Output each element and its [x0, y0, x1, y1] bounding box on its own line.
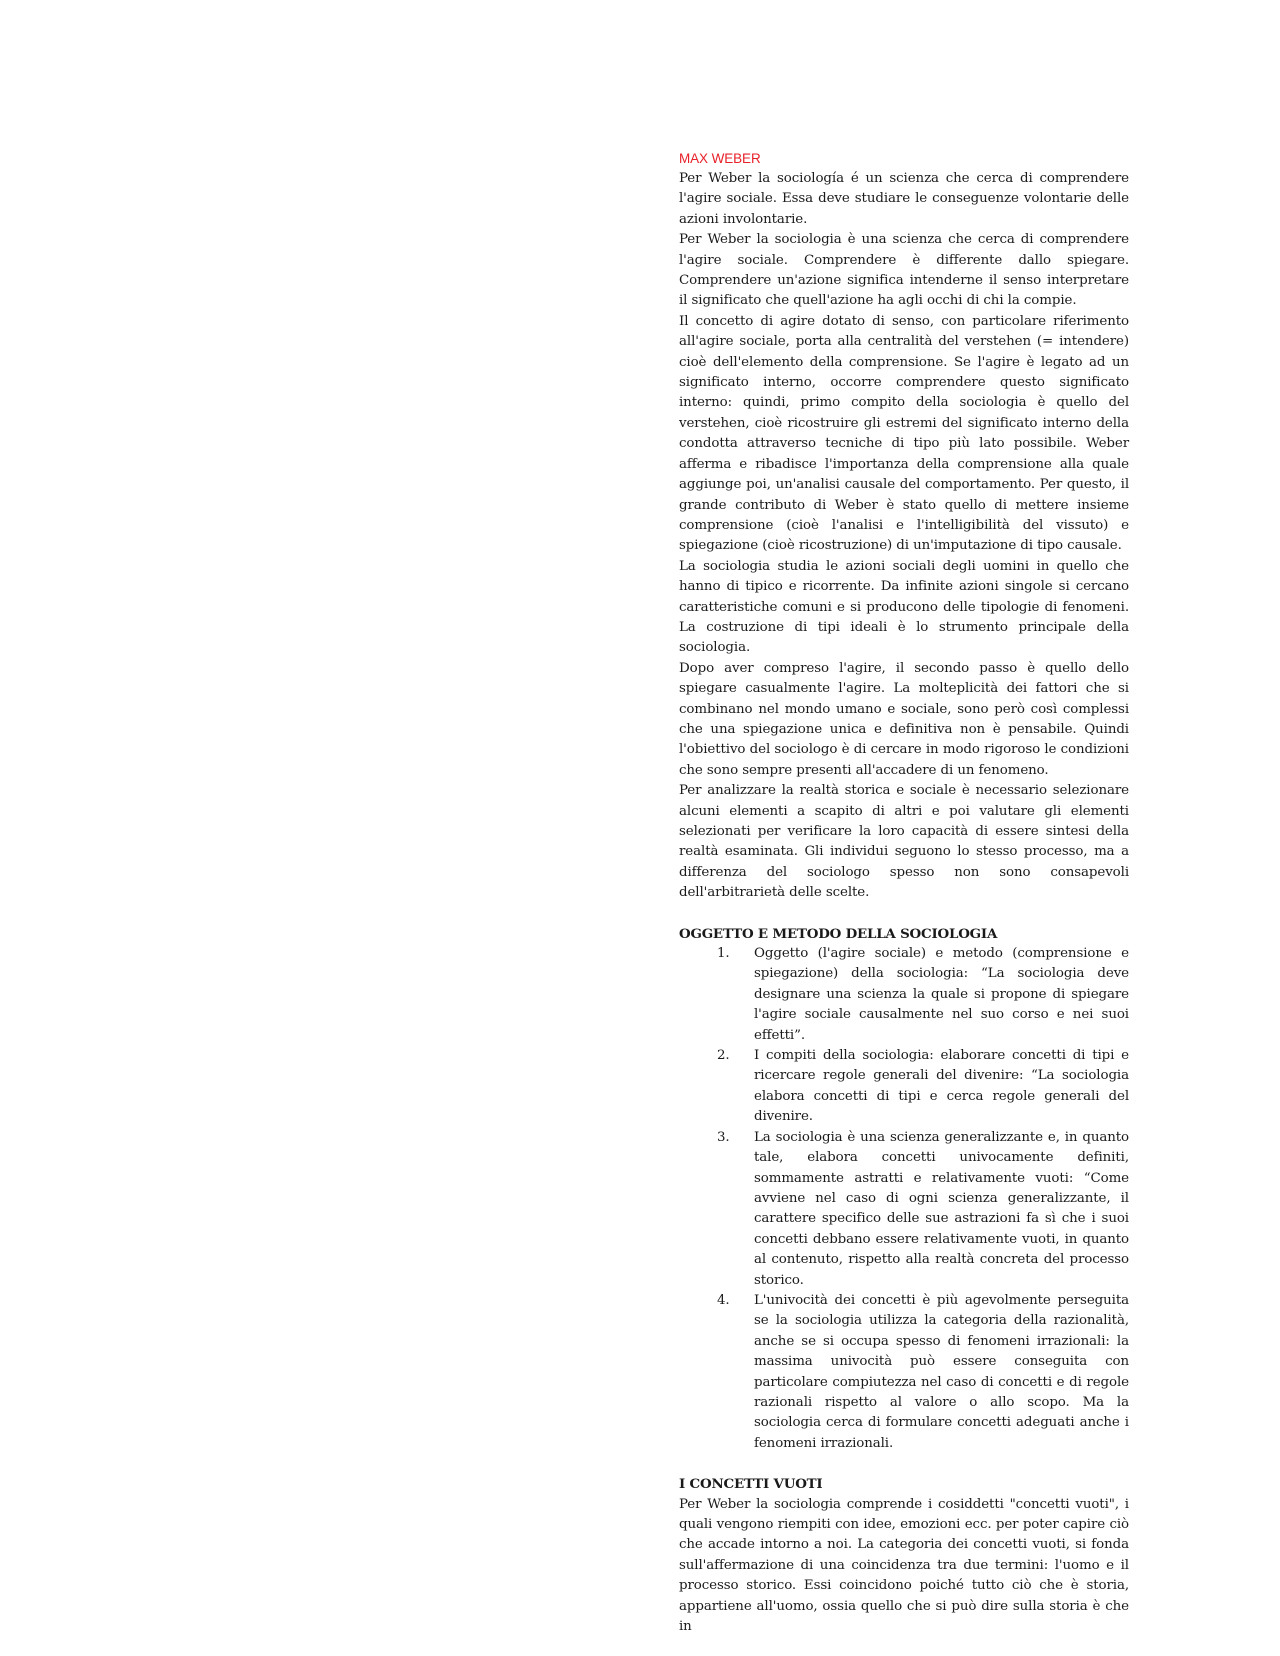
paragraph-intro-4: La sociologia studia le azioni sociali degli uomini in quello che hanno di tipico e ricorrente. Da infinite azioni singole si cercano caratteristiche comuni e si producono delle tipologie di fenomeni. La costruzione di tipi ideali è lo strumento principale della sociologia. [679, 558, 1129, 656]
list-item-number: 3. [717, 1129, 730, 1145]
list-item [679, 944, 1129, 1046]
list-item [679, 1046, 1129, 1128]
list-item [679, 1291, 1129, 1454]
paragraph-intro-3: Il concetto di agire dotato di senso, con particolare riferimento all'agire sociale, porta alla centralità del verstehen (= intendere) cioè dell'elemento della comprensione. Se l'agire è legato ad un significato interno, occorre comprendere questo significato interno: quindi, primo compito della sociologia è quello del verstehen, cioè ricostruire gli estremi del significato interno della condotta attraverso tecniche di tipo più lato possibile. Weber afferma e ribadisce l'importanza della comprensione alla quale aggiunge poi, un'analisi causale del comportamento. Per questo, il grande contributo di Weber è stato quello di mettere insieme comprensione (cioè l'analisi e l'intelligibilità del vissuto) e spiegazione (cioè ricostruzione) di un'imputazione di tipo causale. [679, 313, 1129, 554]
section-heading-concetti-vuoti: I CONCETTI VUOTI [679, 1476, 823, 1493]
list-item-text: Oggetto (l'agire sociale) e metodo (comprensione e spiegazione) della sociologia: “La sociologia deve designare una scienza la quale si propone di spiegare l'agire sociale causalmente nel suo corso e nei suoi effetti”. [754, 946, 1129, 1043]
document-page [679, 149, 1129, 1637]
list-item-number: 1. [717, 946, 730, 962]
list-item-number: 2. [717, 1048, 730, 1064]
paragraph-intro-1: Per Weber la sociología é un scienza che cerca di comprendere l'agire sociale. Essa deve studiare le conseguenze volontarie delle azioni involontarie. [679, 171, 1129, 227]
list-item [679, 1128, 1129, 1291]
paragraph-intro-6: Per analizzare la realtà storica e sociale è necessario selezionare alcuni elementi a scapito di altri e poi valutare gli elementi selezionati per verificare la loro capacità di essere sintesi della realtà esaminata. Gli individui seguono lo stesso processo, ma a differenza del sociologo spesso non sono consapevoli dell'arbitrarietà delle scelte. [679, 783, 1129, 901]
numbered-list-oggetto [679, 944, 1129, 1454]
paragraph-concetti-vuoti: Per Weber la sociologia comprende i cosiddetti "concetti vuoti", i quali vengono riempiti con idee, emozioni ecc. per poter capire ciò che accade intorno a noi. La categoria dei concetti vuoti, si fonda sull'affermazione di una coincidenza tra due termini: l'uomo e il processo storico. Essi coincidono poiché tutto ciò che è storia, appartiene all'uomo, ossia quello che si può dire sulla storia è che in [679, 1496, 1129, 1635]
list-item-text: L'univocità dei concetti è più agevolmente perseguita se la sociologia utilizza la categoria della razionalità, anche se si occupa spesso di fenomeni irrazionali: la massima univocità può essere conseguita con particolare compiutezza nel caso di concetti e di regole razionali rispetto al valore o allo scopo. Ma la sociologia cerca di formulare concetti adeguati anche i fenomeni irrazionali. [754, 1292, 1129, 1451]
paragraph-intro-5: Dopo aver compreso l'agire, il secondo passo è quello dello spiegare casualmente l'agire. La molteplicità dei fattori che si combinano nel mondo umano e sociale, sono però così complessi che una spiegazione unica e definitiva non è pensabile. Quindi l'obiettivo del sociologo è di cercare in modo rigoroso le condizioni che sono sempre presenti all'accadere di un fenomeno. [679, 660, 1129, 778]
paragraph-intro-2: Per Weber la sociologia è una scienza che cerca di comprendere l'agire sociale. Comprendere è differente dallo spiegare. Comprendere un'azione significa intenderne il senso interpretare il significato che quell'azione ha agli occhi di chi la compie. [679, 232, 1129, 309]
list-item-number: 4. [717, 1292, 730, 1308]
list-item-text: La sociologia è una scienza generalizzante e, in quanto tale, elabora concetti univocamente definiti, sommamente astratti e relativamente vuoti: “Come avviene nel caso di ogni scienza generalizzante, il carattere specifico delle sue astrazioni fa sì che i suoi concetti debbano essere relativamente vuoti, in quanto al contenuto, rispetto alla realtà concreta del processo storico. [754, 1129, 1129, 1288]
document-title: MAX WEBER [679, 151, 761, 166]
section-heading-oggetto: OGGETTO E METODO DELLA SOCIOLOGIA [679, 925, 998, 942]
list-item-text: I compiti della sociologia: elaborare concetti di tipi e ricercare regole generali del divenire: “La sociologia elabora concetti di tipi e cerca regole generali del divenire. [754, 1048, 1129, 1125]
